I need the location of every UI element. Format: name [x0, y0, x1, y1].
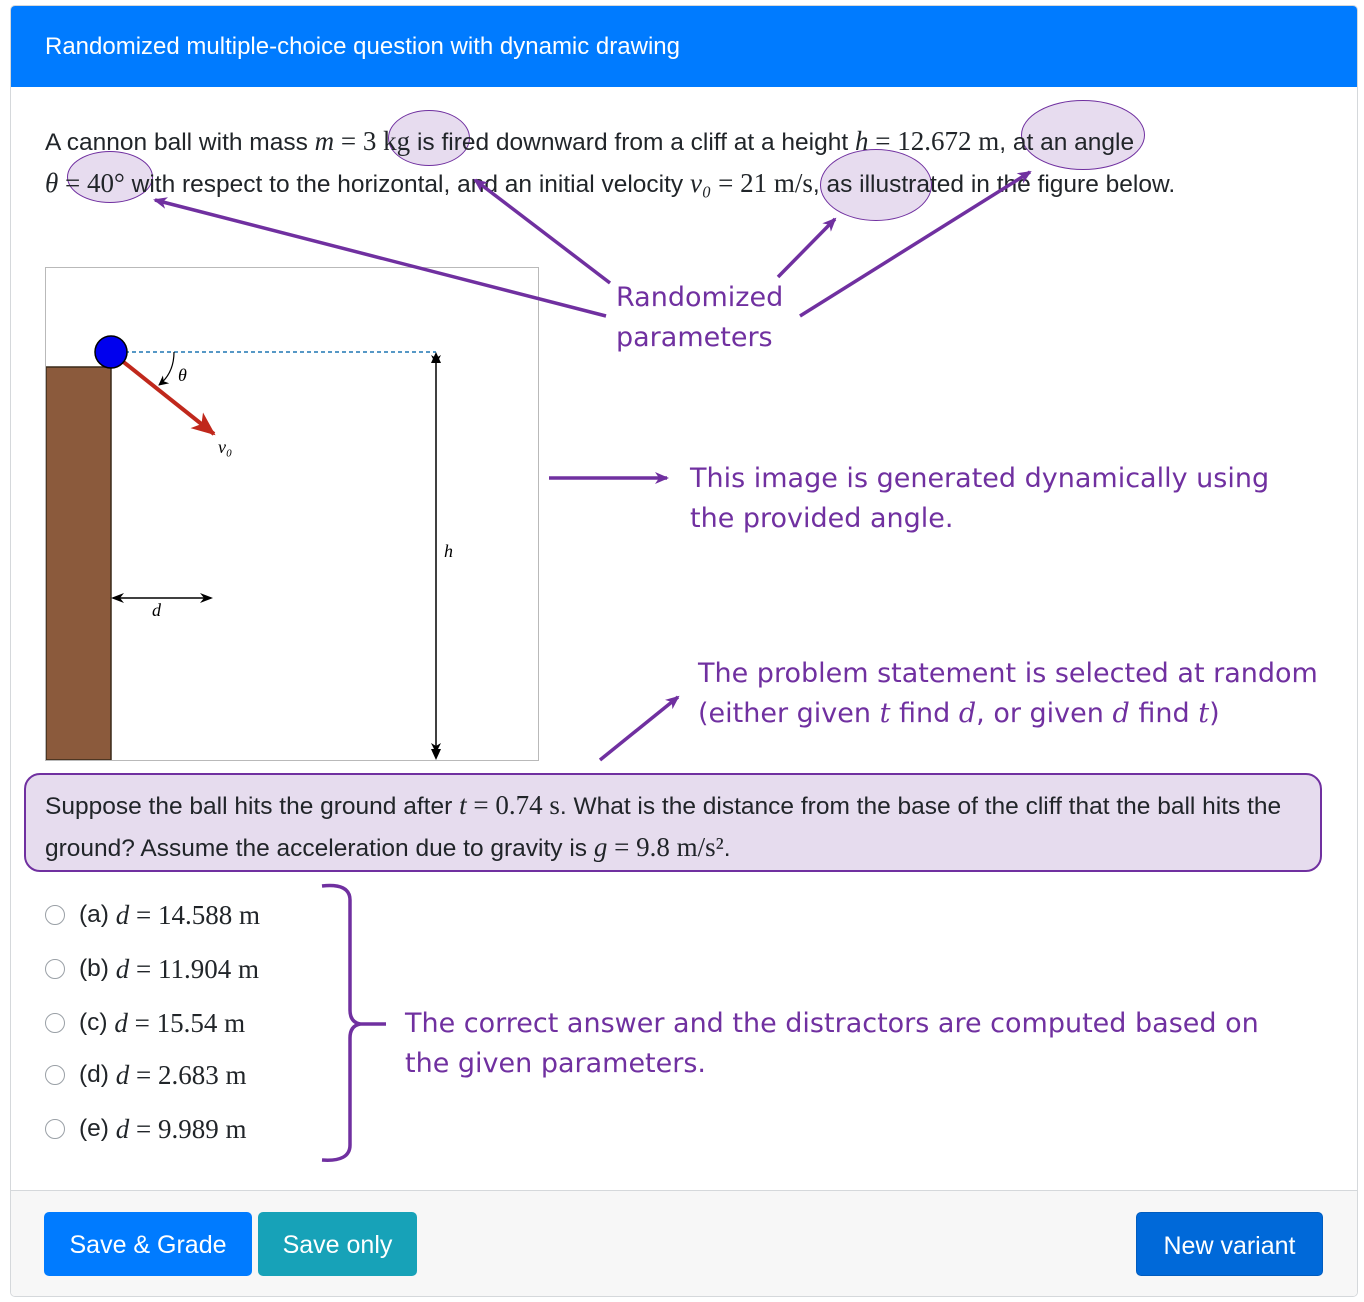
annotation-text: (either given	[698, 698, 880, 729]
option-a[interactable]: (a) d = 14.588 m	[45, 895, 260, 935]
annotation-line: The problem statement is selected at random	[698, 658, 1318, 689]
equals-sign: =	[334, 126, 363, 156]
gravity-value: 9.8 m/s²	[636, 832, 724, 862]
options-bracket	[322, 886, 360, 1161]
option-var: d	[115, 1060, 130, 1090]
intro-text: , at an angle	[999, 129, 1135, 156]
option-value: 11.904 m	[158, 954, 259, 984]
option-c[interactable]: (c) d = 15.54 m	[45, 1003, 245, 1043]
equals-sign: =	[58, 168, 87, 198]
option-value: 2.683 m	[158, 1060, 247, 1090]
theta-label: θ	[178, 365, 187, 385]
option-b[interactable]: (b) d = 11.904 m	[45, 949, 259, 989]
velocity-symbol: v₀	[689, 168, 712, 198]
annotation-text: , or given	[976, 698, 1113, 729]
option-label: (a)	[79, 901, 109, 928]
option-e[interactable]: (e) d = 9.989 m	[45, 1109, 247, 1149]
annotation-line: the given parameters.	[405, 1048, 707, 1079]
option-var: d	[115, 954, 130, 984]
option-value: 14.588 m	[158, 900, 261, 930]
annotation-var: d	[958, 698, 977, 729]
annotation-var: t	[879, 698, 891, 729]
arrow-to-question	[600, 697, 678, 760]
height-value: 12.672 m	[897, 126, 1000, 156]
arrow-to-horizontal	[475, 180, 610, 283]
option-label: (b)	[79, 955, 109, 982]
question-text: Suppose the ball hits the ground after	[45, 793, 460, 820]
option-var: d	[115, 900, 130, 930]
question-text: . What is the distance from the base of the cliff that the ball hits the ground? Assume the acceleration due to gravity is	[45, 793, 1282, 862]
intro-text: , as illustrated in the figure below.	[812, 171, 1176, 198]
annotation-line: the provided angle.	[690, 503, 954, 534]
angle-symbol: θ	[45, 168, 59, 198]
question-statement: Suppose the ball hits the ground after t = 0.74 s. What is the distance from the base of the cliff that the ball hits the ground? Assume the acceleration due to gravity is g = 9.8 m/s².	[24, 773, 1322, 872]
question-text: .	[723, 835, 731, 862]
v0-label: v₀	[218, 437, 233, 457]
angle-value: 40°	[87, 168, 125, 198]
mass-value: 3 kg	[362, 126, 411, 156]
intro-text: with respect to the horizontal, and an initial velocity	[124, 171, 690, 198]
velocity-value: 21 m/s	[740, 168, 813, 198]
annotation-text: find	[1129, 698, 1199, 729]
equals-sign: =	[711, 168, 741, 198]
mass-symbol: m	[314, 126, 335, 156]
intro-text: A cannon ball with mass	[45, 129, 315, 156]
option-value: 9.989 m	[158, 1114, 247, 1144]
card-title: Randomized multiple-choice question with dynamic drawing	[45, 33, 680, 60]
arrow-to-height	[800, 172, 1030, 316]
h-label: h	[444, 541, 453, 561]
option-var: d	[114, 1008, 128, 1038]
option-d[interactable]: (d) d = 2.683 m	[45, 1055, 247, 1095]
option-label: (e)	[79, 1115, 109, 1142]
annotation-var: d	[1112, 698, 1130, 729]
new-variant-button[interactable]: New variant	[1136, 1212, 1323, 1276]
annotation-line: This image is generated dynamically using	[690, 463, 1270, 494]
arrow-to-velocity	[778, 219, 835, 277]
annotation-line: parameters	[616, 322, 773, 353]
time-value: 0.74 s	[495, 790, 560, 820]
annotation-line: Randomized	[616, 282, 784, 313]
save-grade-button[interactable]: Save & Grade	[44, 1212, 252, 1276]
annotation-var: t	[1198, 698, 1210, 729]
option-var: d	[115, 1114, 130, 1144]
annotation-line: The correct answer and the distractors are computed based on	[405, 1008, 1259, 1039]
equals-sign: =	[868, 126, 898, 156]
save-only-button[interactable]: Save only	[258, 1212, 417, 1276]
d-label: d	[152, 600, 161, 620]
time-symbol: t	[459, 790, 467, 820]
height-symbol: h	[854, 126, 869, 156]
annotation-text: find	[890, 698, 959, 729]
gravity-symbol: g	[593, 832, 608, 862]
option-value: 15.54 m	[156, 1008, 246, 1038]
option-label: (d)	[79, 1061, 109, 1088]
option-label: (c)	[79, 1009, 108, 1036]
intro-text: is fired downward from a cliff at a height	[410, 129, 855, 156]
annotation-text: )	[1209, 698, 1220, 729]
arrow-to-angle	[155, 200, 606, 316]
